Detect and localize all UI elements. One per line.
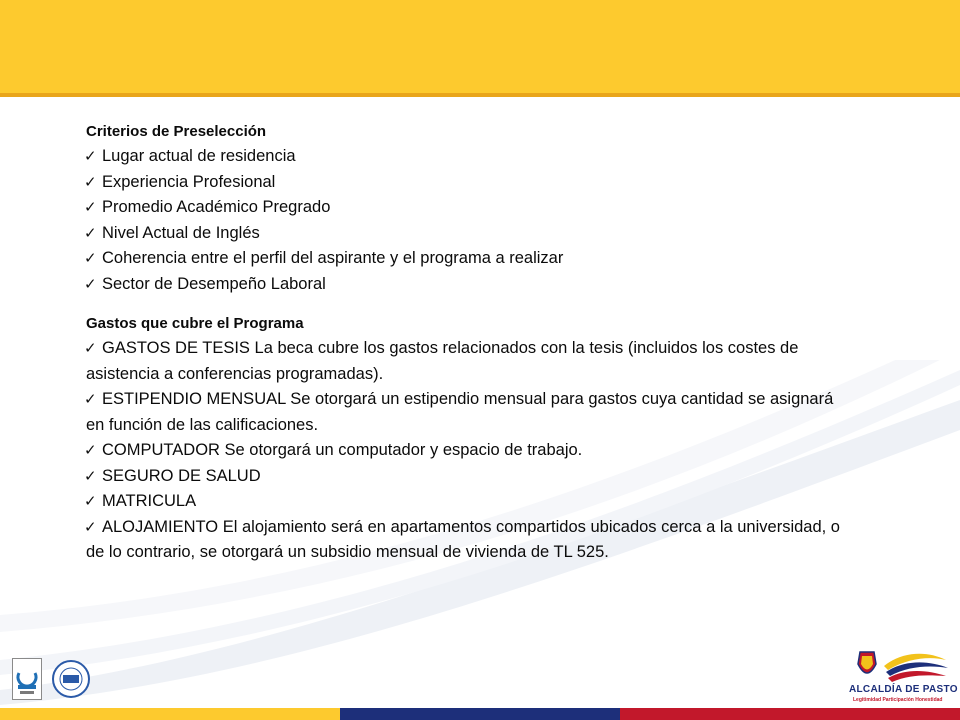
list-item: ✓ GASTOS DE TESIS La beca cubre los gastos relacionados con la tesis (incluidos los costes de asistencia a conferencias programadas). — [86, 336, 846, 387]
header-band — [0, 0, 960, 93]
list-item: ✓ ALOJAMIENTO El alojamiento será en apartamentos compartidos ubicados cerca a la universidad, o de lo contrario, se otorgará un subsidio mensual de vivienda de TL 525. — [86, 515, 846, 566]
list-item: ✓ SEGURO DE SALUD — [86, 464, 846, 490]
list-item: ✓ MATRICULA — [86, 489, 846, 515]
check-icon: ✓ — [84, 275, 97, 293]
list-item: ✓ Nivel Actual de Inglés — [86, 221, 846, 247]
covered-expenses-list — [86, 336, 846, 566]
list-item: ✓ Experiencia Profesional — [86, 170, 846, 196]
certification-logo-icon — [12, 658, 42, 700]
check-icon: ✓ — [84, 391, 97, 408]
list-item: ✓ ESTIPENDIO MENSUAL Se otorgará un estipendio mensual para gastos cuya cantidad se asignará en función de las calificaciones. — [86, 387, 846, 438]
footer-color-bar — [0, 708, 960, 720]
section-title-expenses: Gastos que cubre el Programa — [86, 315, 304, 332]
org-name: ALCALDÍA DE PASTO — [849, 684, 958, 695]
check-icon: ✓ — [84, 340, 97, 357]
list-item: ✓ Sector de Desempeño Laboral — [86, 272, 846, 298]
check-icon: ✓ — [84, 467, 97, 485]
check-icon: ✓ — [84, 250, 97, 267]
list-item: ✓ COMPUTADOR Se otorgará un computador y espacio de trabajo. — [86, 438, 846, 464]
list-item: ✓ Lugar actual de residencia — [86, 144, 846, 170]
check-icon: ✓ — [84, 442, 97, 459]
check-icon: ✓ — [84, 148, 97, 165]
list-item: ✓ Promedio Académico Pregrado — [86, 195, 846, 221]
check-icon: ✓ — [84, 518, 97, 536]
check-icon: ✓ — [84, 493, 97, 510]
section-title-preselection: Criterios de Preselección — [86, 123, 267, 140]
list-item: ✓ Coherencia entre el perfil del aspirante y el programa a realizar — [86, 246, 846, 272]
check-icon: ✓ — [84, 199, 97, 216]
check-icon: ✓ — [84, 173, 97, 191]
slide-content — [86, 120, 846, 566]
preselection-criteria-list — [86, 144, 846, 297]
check-icon: ✓ — [84, 224, 97, 242]
header-band-edge — [0, 93, 960, 97]
certification-seal-icon — [52, 660, 90, 698]
org-tagline: Legitimidad Participación Honestidad — [853, 697, 943, 703]
